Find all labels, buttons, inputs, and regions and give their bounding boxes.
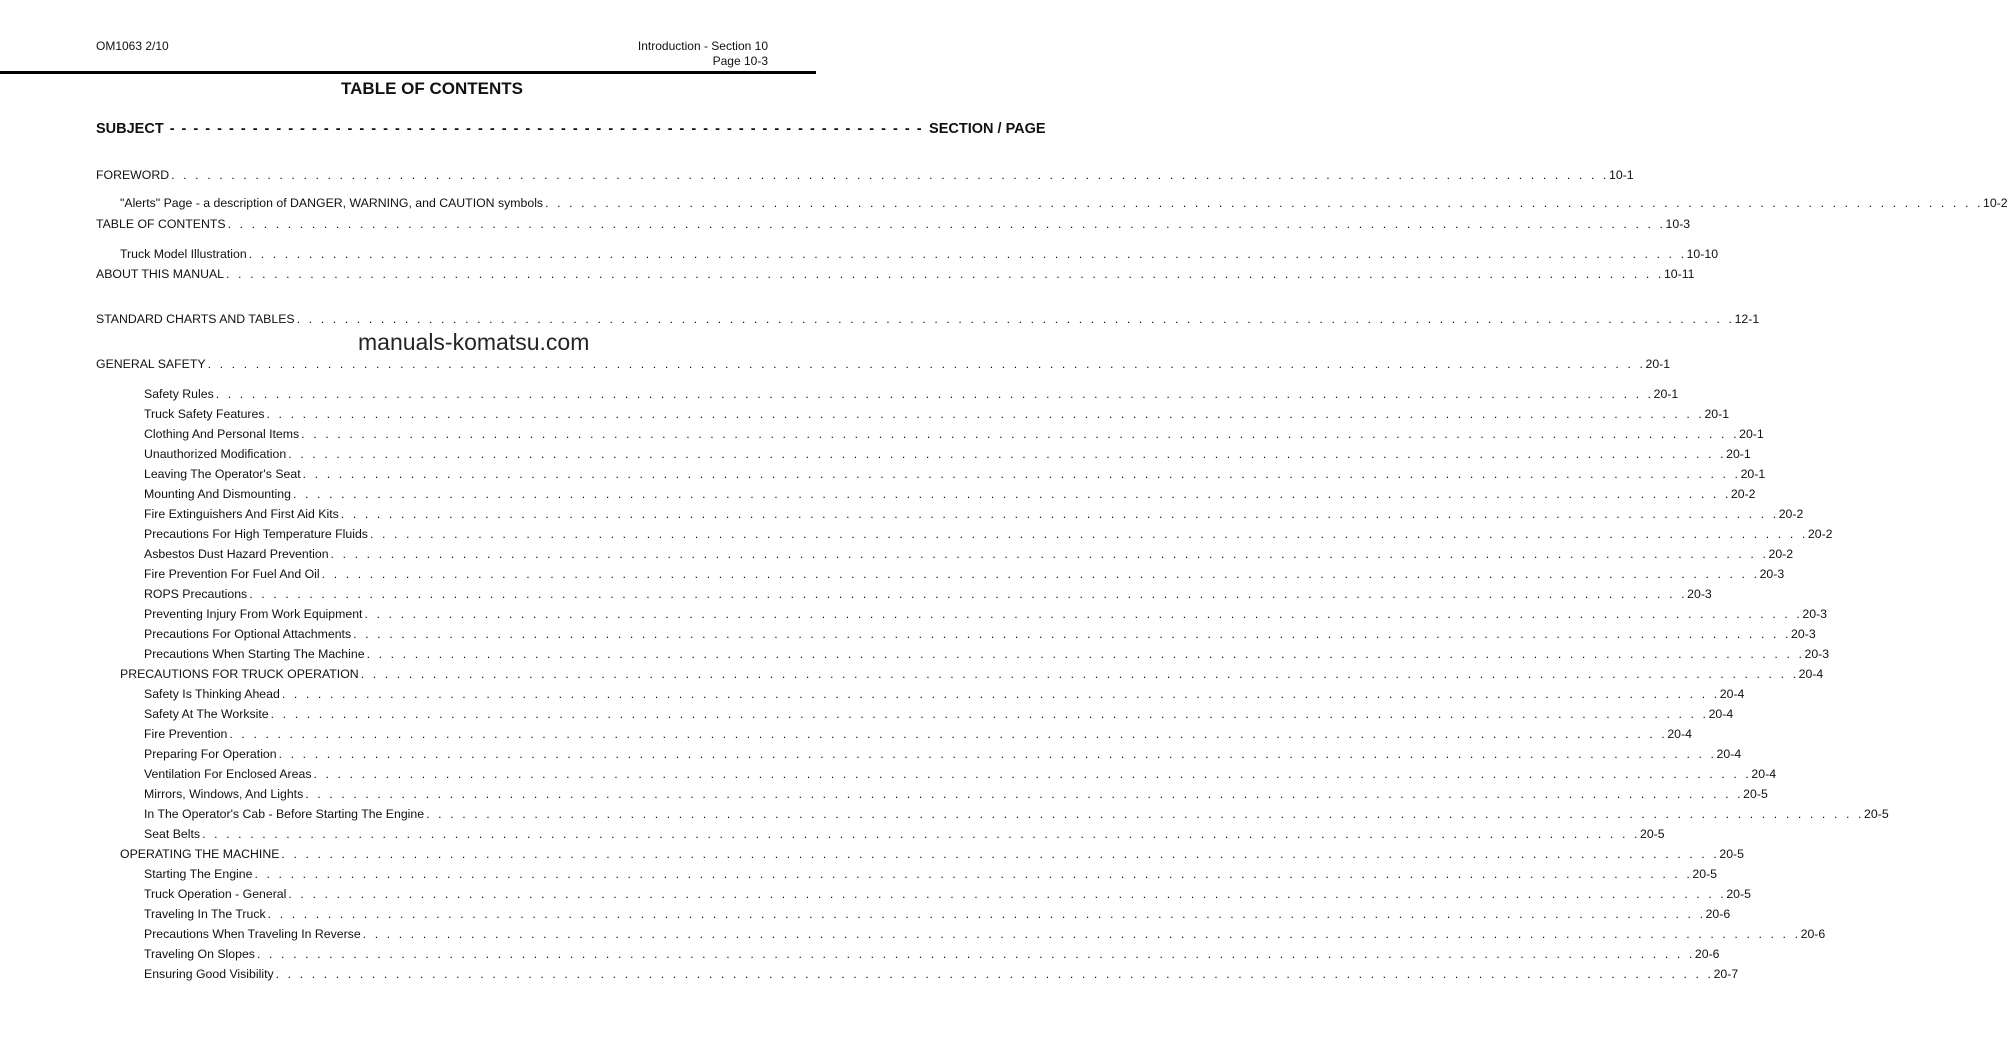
dot-leader: . . . . . . . . . . . . . . . . . . . . . . . . . . . . . . . . . . . . . . . . . . . . . . . . . . . . . . . . . . . . . . . . . . . . . . . . . . . . . . . . . . . . . . . . . . . . . . . . . . . . . . . . . . . . . . . . . . . . . . . . [266, 407, 1705, 421]
toc-entry-page: 20-6 [1800, 927, 1826, 941]
toc-entry[interactable] [120, 847, 1744, 862]
toc-entry[interactable] [144, 827, 1665, 842]
dot-leader: . . . . . . . . . . . . . . . . . . . . . . . . . . . . . . . . . . . . . . . . . . . . . . . . . . . . . . . . . . . . . . . . . . . . . . . . . . . . . . . . . . . . . . . . . . . . . . . . . . . . . . . . . . . . . . . . . . . . . . . . [248, 247, 1687, 261]
toc-entry-label: Traveling In The Truck [144, 907, 266, 921]
toc-entry[interactable] [144, 687, 1745, 702]
page-title: TABLE OF CONTENTS [341, 79, 523, 98]
toc-entry-label: GENERAL SAFETY [96, 357, 206, 371]
toc-entry-page: 20-2 [1730, 487, 1756, 501]
toc-entry[interactable] [144, 907, 1731, 922]
toc-entry-label: Leaving The Operator's Seat [144, 467, 301, 481]
toc-entry[interactable] [144, 527, 1833, 542]
dot-leader: . . . . . . . . . . . . . . . . . . . . . . . . . . . . . . . . . . . . . . . . . . . . . . . . . . . . . . . . . . . . . . . . . . . . . . . . . . . . . . . . . . . . . . . . . . . . . . . . . . . . . . . . . . . . . . . . . . . . . . . . [330, 547, 1769, 561]
toc-entry[interactable] [120, 196, 2008, 211]
toc-entry[interactable] [144, 427, 1764, 442]
dot-leader: . . . . . . . . . . . . . . . . . . . . . . . . . . . . . . . . . . . . . . . . . . . . . . . . . . . . . . . . . . . . . . . . . . . . . . . . . . . . . . . . . . . . . . . . . . . . . . . . . . . . . . . . . . . . . . . . . . . . . . . . [321, 567, 1760, 581]
toc-entry-page: 20-3 [1687, 587, 1712, 601]
toc-entry[interactable] [144, 447, 1751, 462]
toc-entry-page: 20-5 [1726, 887, 1751, 901]
dot-leader: . . . . . . . . . . . . . . . . . . . . . . . . . . . . . . . . . . . . . . . . . . . . . . . . . . . . . . . . . . . . . . . . . . . . . . . . . . . . . . . . . . . . . . . . . . . . . . . . . . . . . . . . . . . . . . . . . . . . . . . . [353, 627, 1792, 641]
toc-entry-label: Preparing For Operation [144, 747, 277, 761]
dot-leader: . . . . . . . . . . . . . . . . . . . . . . . . . . . . . . . . . . . . . . . . . . . . . . . . . . . . . . . . . . . . . . . . . . . . . . . . . . . . . . . . . . . . . . . . . . . . . . . . . . . . . . . . . . . . . . . . . . . . . . . . [360, 667, 1799, 681]
dot-leader: . . . . . . . . . . . . . . . . . . . . . . . . . . . . . . . . . . . . . . . . . . . . . . . . . . . . . . . . . . . . . . . . . . . . . . . . . . . . . . . . . . . . . . . . . . . . . . . . . . . . . . . . . . . . . . . . . . . . . . . . [296, 312, 1735, 326]
toc-entry-page: 10-11 [1663, 267, 1695, 281]
dot-leader: . . . . . . . . . . . . . . . . . . . . . . . . . . . . . . . . . . . . . . . . . . . . . . . . . . . . . . . . . . . . . . . . . . . . . . . . . . . . . . . . . . . . . . . . . . . . . . . . . . . . . . . . . . . . . . . . . . . . . . . . [292, 487, 1731, 501]
toc-entry[interactable] [120, 667, 1824, 682]
toc-entry[interactable] [96, 267, 1695, 282]
toc-entry[interactable] [144, 767, 1777, 782]
toc-entry-page: 10-1 [1609, 168, 1634, 182]
toc-entry-page: 20-4 [1751, 767, 1777, 781]
toc-entry[interactable] [144, 387, 1679, 402]
toc-entry[interactable] [144, 927, 1826, 942]
toc-entry-label: PRECAUTIONS FOR TRUCK OPERATION [120, 667, 359, 681]
toc-entry-page: 20-5 [1743, 787, 1768, 801]
toc-entry-label: Seat Belts [144, 827, 201, 841]
dot-leader: . . . . . . . . . . . . . . . . . . . . . . . . . . . . . . . . . . . . . . . . . . . . . . . . . . . . . . . . . . . . . . . . . . . . . . . . . . . . . . . . . . . . . . . . . . . . . . . . . . . . . . . . . . . . . . . . . . . . . . . . [426, 807, 1865, 821]
toc-entry-page: 20-1 [1653, 387, 1679, 401]
toc-entry-label: Mirrors, Windows, And Lights [144, 787, 304, 801]
toc-entry[interactable] [96, 168, 1634, 183]
toc-entry-label: Safety Rules [144, 387, 214, 401]
header-rule [0, 71, 816, 74]
toc-entry-label: STANDARD CHARTS AND TABLES [96, 312, 295, 326]
toc-entry-page: 20-1 [1726, 447, 1751, 461]
toc-entry-label: Precautions For High Temperature Fluids [144, 527, 368, 541]
section-page-heading: SECTION / PAGE [929, 121, 1046, 137]
toc-entry-page: 20-3 [1802, 607, 1828, 621]
dot-leader: . . . . . . . . . . . . . . . . . . . . . . . . . . . . . . . . . . . . . . . . . . . . . . . . . . . . . . . . . . . . . . . . . . . . . . . . . . . . . . . . . . . . . . . . . . . . . . . . . . . . . . . . . . . . . . . . . . . . . . . . [226, 267, 1664, 281]
toc-entry[interactable] [96, 357, 1671, 372]
toc-entry-page: 20-4 [1719, 687, 1745, 701]
dot-leader: . . . . . . . . . . . . . . . . . . . . . . . . . . . . . . . . . . . . . . . . . . . . . . . . . . . . . . . . . . . . . . . . . . . . . . . . . . . . . . . . . . . . . . . . . . . . . . . . . . . . . . . . . . . . . . . . . . . . . . . . [545, 196, 1984, 210]
dot-leader: . . . . . . . . . . . . . . . . . . . . . . . . . . . . . . . . . . . . . . . . . . . . . . . . . . . . . . . . . . . . . . . . . . . . . . . . . . . . . . . . . . . . . . . . . . . . . . . . . . . . . . . . . . . . . . . . . . . . . . . . [267, 907, 1706, 921]
dot-leader: . . . . . . . . . . . . . . . . . . . . . . . . . . . . . . . . . . . . . . . . . . . . . . . . . . . . . . . . . . . . . . . . . . . . . . . . . . . . . . . . . . . . . . . . . . . . . . . . . . . . . . . . . . . . . . . . . . . . . . . . [207, 357, 1646, 371]
toc-entry-page: 20-1 [1645, 357, 1671, 371]
toc-entry-page: 10-2 [1983, 196, 2008, 210]
column-header [96, 121, 1046, 137]
toc-entry-page: 20-4 [1708, 707, 1734, 721]
toc-entry[interactable] [144, 647, 1830, 662]
dot-leader: . . . . . . . . . . . . . . . . . . . . . . . . . . . . . . . . . . . . . . . . . . . . . . . . . . . . . . . . . . . . . . . . . . . . . . . . . . . . . . . . . . . . . . . . . . . . . . . . . . . . . . . . . . . . . . . . . . . . . . . . [227, 217, 1666, 231]
toc-entry[interactable] [144, 747, 1742, 762]
toc-entry-label: Asbestos Dust Hazard Prevention [144, 547, 329, 561]
toc-entry-page: 10-3 [1665, 217, 1691, 231]
document-id: OM1063 2/10 [96, 39, 169, 53]
toc-entry-label: Mounting And Dismounting [144, 487, 291, 501]
toc-entry-page: 20-5 [1719, 847, 1744, 861]
toc-entry[interactable] [144, 967, 1739, 982]
toc-entry-page: 12-1 [1734, 312, 1760, 326]
toc-entry[interactable] [144, 947, 1720, 962]
toc-entry-page: 20-5 [1640, 827, 1665, 841]
dot-leader: . . . . . . . . . . . . . . . . . . . . . . . . . . . . . . . . . . . . . . . . . . . . . . . . . . . . . . . . . . . . . . . . . . . . . . . . . . . . . . . . . . . . . . . . . . . . . . . . . . . . . . . . . . . . . . . . . . . . . . . . [340, 507, 1779, 521]
dot-leader: . . . . . . . . . . . . . . . . . . . . . . . . . . . . . . . . . . . . . . . . . . . . . . . . . . . . . . . . . . . . . . . . . . . . . . . . . . . . . . . . . . . . . . . . . . . . . . . . . . . . . . . . . . . . . . . . . . . . . . . . [270, 707, 1709, 721]
toc-entry-label: "Alerts" Page - a description of DANGER, WARNING, and CAUTION symbols [120, 196, 544, 210]
toc-entry[interactable] [144, 607, 1828, 622]
toc-entry-label: Precautions When Traveling In Reverse [144, 927, 361, 941]
dot-leader: . . . . . . . . . . . . . . . . . . . . . . . . . . . . . . . . . . . . . . . . . . . . . . . . . . . . . . . . . . . . . . . . . . . . . . . . . . . . . . . . . . . . . . . . . . . . . . . . . . . . . . . . . . . . . . . . . . . . . . . . [313, 767, 1752, 781]
toc-entry-label: Safety At The Worksite [144, 707, 269, 721]
toc-entry[interactable] [144, 487, 1756, 502]
toc-entry-page: 20-4 [1798, 667, 1824, 681]
toc-entry-label: Preventing Injury From Work Equipment [144, 607, 363, 621]
toc-entry[interactable] [144, 787, 1768, 802]
toc-entry-label: Unauthorized Modification [144, 447, 287, 461]
toc-entry-label: Starting The Engine [144, 867, 253, 881]
toc-entry-label: In The Operator's Cab - Before Starting The Engine [144, 807, 425, 821]
toc-entry-label: Ensuring Good Visibility [144, 967, 274, 981]
subject-heading: SUBJECT [96, 121, 164, 137]
toc-entry-page: 20-4 [1667, 727, 1692, 741]
dot-leader: . . . . . . . . . . . . . . . . . . . . . . . . . . . . . . . . . . . . . . . . . . . . . . . . . . . . . . . . . . . . . . . . . . . . . . . . . . . . . . . . . . . . . . . . . . . . . . . . . . . . . . . . . . . . . . . . . . . . . . . . [202, 827, 1640, 841]
dot-leader: . . . . . . . . . . . . . . . . . . . . . . . . . . . . . . . . . . . . . . . . . . . . . . . . . . . . . . . . . . . . . . . . . . . . . . . . . . . . . . . . . . . . . . . . . . . . . . . . . . . . . . . . . . . . . . . . . . . . . . . . [305, 787, 1744, 801]
toc-entry-label: Truck Operation - General [144, 887, 287, 901]
dot-leader: . . . . . . . . . . . . . . . . . . . . . . . . . . . . . . . . . . . . . . . . . . . . . . . . . . . . . . . . . . . . . . . . . . . . . . . . . . . . . . . . . . . . . . . . . . . . . . . . . . . . . . . . . . . . . . . . . . . . . . . . [288, 887, 1727, 901]
toc-entry-label: Traveling On Slopes [144, 947, 255, 961]
toc-entry[interactable] [96, 217, 1691, 232]
toc-entry-label: Safety Is Thinking Ahead [144, 687, 280, 701]
toc-entry[interactable] [144, 807, 1889, 822]
toc-entry-label: Fire Prevention For Fuel And Oil [144, 567, 320, 581]
toc-entry-label: Ventilation For Enclosed Areas [144, 767, 312, 781]
toc-entry-label: Clothing And Personal Items [144, 427, 300, 441]
dot-leader: . . . . . . . . . . . . . . . . . . . . . . . . . . . . . . . . . . . . . . . . . . . . . . . . . . . . . . . . . . . . . . . . . . . . . . . . . . . . . . . . . . . . . . . . . . . . . . . . . . . . . . . . . . . . . . . . . . . . . . . . [288, 447, 1727, 461]
dot-leader: . . . . . . . . . . . . . . . . . . . . . . . . . . . . . . . . . . . . . . . . . . . . . . . . . . . . . . . . . . . . . . . . . . . . . . . . . . . . . . . . . . . . . . . . . . . . . . . . . . . . . . . . . . . . . . . . . . . . . . . . [278, 747, 1717, 761]
toc-entry[interactable] [120, 247, 1719, 262]
toc-entry-page: 20-4 [1716, 747, 1742, 761]
toc-entry[interactable] [144, 407, 1730, 422]
toc-entry-page: 10-10 [1686, 247, 1719, 261]
toc-entry-page: 20-2 [1807, 527, 1833, 541]
toc-entry-label: TABLE OF CONTENTS [96, 217, 226, 231]
toc-entry-page: 20-2 [1778, 507, 1804, 521]
toc-entry-page: 20-3 [1759, 567, 1785, 581]
dash-leader: - - - - - - - - - - - - - - - - - - - - - - - - - - - - - - - - - - - - - - - - - - - - - - - - - - - - - - - - - - - - - - - - [169, 121, 924, 137]
toc-entry-label: Precautions When Starting The Machine [144, 647, 365, 661]
dot-leader: . . . . . . . . . . . . . . . . . . . . . . . . . . . . . . . . . . . . . . . . . . . . . . . . . . . . . . . . . . . . . . . . . . . . . . . . . . . . . . . . . . . . . . . . . . . . . . . . . . . . . . . . . . . . . . . . . . . . . . . . [256, 947, 1695, 961]
toc-entry-page: 20-5 [1864, 807, 1889, 821]
dot-leader: . . . . . . . . . . . . . . . . . . . . . . . . . . . . . . . . . . . . . . . . . . . . . . . . . . . . . . . . . . . . . . . . . . . . . . . . . . . . . . . . . . . . . . . . . . . . . . . . . . . . . . . . . . . . . . . . . . . . . . . . [369, 527, 1808, 541]
dot-leader: . . . . . . . . . . . . . . . . . . . . . . . . . . . . . . . . . . . . . . . . . . . . . . . . . . . . . . . . . . . . . . . . . . . . . . . . . . . . . . . . . . . . . . . . . . . . . . . . . . . . . . . . . . . . . . . . . . . . . . . . [281, 847, 1720, 861]
toc-entry-label: Truck Model Illustration [120, 247, 247, 261]
toc-entry[interactable] [144, 587, 1712, 602]
toc-entry-page: 20-1 [1704, 407, 1730, 421]
dot-leader: . . . . . . . . . . . . . . . . . . . . . . . . . . . . . . . . . . . . . . . . . . . . . . . . . . . . . . . . . . . . . . . . . . . . . . . . . . . . . . . . . . . . . . . . . . . . . . . . . . . . . . . . . . . . . . . . . . . . . . . . [281, 687, 1720, 701]
toc-entry[interactable] [144, 547, 1794, 562]
toc-entry-page: 20-1 [1740, 467, 1766, 481]
toc-entry-label: Fire Extinguishers And First Aid Kits [144, 507, 339, 521]
toc-entry-page: 20-7 [1713, 967, 1739, 981]
toc-entry-label: ABOUT THIS MANUAL [96, 267, 225, 281]
dot-leader: . . . . . . . . . . . . . . . . . . . . . . . . . . . . . . . . . . . . . . . . . . . . . . . . . . . . . . . . . . . . . . . . . . . . . . . . . . . . . . . . . . . . . . . . . . . . . . . . . . . . . . . . . . . . . . . . . . . . . . . . [366, 647, 1805, 661]
toc-entry[interactable] [144, 567, 1785, 582]
toc-entry-page: 20-6 [1705, 907, 1731, 921]
dot-leader: . . . . . . . . . . . . . . . . . . . . . . . . . . . . . . . . . . . . . . . . . . . . . . . . . . . . . . . . . . . . . . . . . . . . . . . . . . . . . . . . . . . . . . . . . . . . . . . . . . . . . . . . . . . . . . . . . . . . . . . . [229, 727, 1668, 741]
toc-entry[interactable] [144, 467, 1766, 482]
toc-entry[interactable] [144, 867, 1718, 882]
dot-leader: . . . . . . . . . . . . . . . . . . . . . . . . . . . . . . . . . . . . . . . . . . . . . . . . . . . . . . . . . . . . . . . . . . . . . . . . . . . . . . . . . . . . . . . . . . . . . . . . . . . . . . . . . . . . . . . . . . . . . . . . [302, 467, 1741, 481]
toc-entry-label: Fire Prevention [144, 727, 228, 741]
dot-leader: . . . . . . . . . . . . . . . . . . . . . . . . . . . . . . . . . . . . . . . . . . . . . . . . . . . . . . . . . . . . . . . . . . . . . . . . . . . . . . . . . . . . . . . . . . . . . . . . . . . . . . . . . . . . . . . . . . . . . . . . [275, 967, 1714, 981]
toc-entry[interactable] [144, 707, 1734, 722]
dot-leader: . . . . . . . . . . . . . . . . . . . . . . . . . . . . . . . . . . . . . . . . . . . . . . . . . . . . . . . . . . . . . . . . . . . . . . . . . . . . . . . . . . . . . . . . . . . . . . . . . . . . . . . . . . . . . . . . . . . . . . . . [364, 607, 1803, 621]
toc-entry-label: Truck Safety Features [144, 407, 265, 421]
toc-entry-label: OPERATING THE MACHINE [120, 847, 280, 861]
toc-entry-label: ROPS Precautions [144, 587, 248, 601]
toc-entry-label: Precautions For Optional Attachments [144, 627, 352, 641]
dot-leader: . . . . . . . . . . . . . . . . . . . . . . . . . . . . . . . . . . . . . . . . . . . . . . . . . . . . . . . . . . . . . . . . . . . . . . . . . . . . . . . . . . . . . . . . . . . . . . . . . . . . . . . . . . . . . . . . . . . . . . . . [249, 587, 1688, 601]
dot-leader: . . . . . . . . . . . . . . . . . . . . . . . . . . . . . . . . . . . . . . . . . . . . . . . . . . . . . . . . . . . . . . . . . . . . . . . . . . . . . . . . . . . . . . . . . . . . . . . . . . . . . . . . . . . . . . . . . . . . . . . . [362, 927, 1801, 941]
toc-entry-page: 20-5 [1692, 867, 1718, 881]
toc-entry[interactable] [144, 507, 1804, 522]
toc-entry[interactable] [96, 312, 1760, 327]
toc-entry-page: 20-1 [1739, 427, 1764, 441]
watermark: manuals-komatsu.com [358, 329, 590, 355]
toc-entry-page: 20-6 [1694, 947, 1720, 961]
dot-leader: . . . . . . . . . . . . . . . . . . . . . . . . . . . . . . . . . . . . . . . . . . . . . . . . . . . . . . . . . . . . . . . . . . . . . . . . . . . . . . . . . . . . . . . . . . . . . . . . . . . . . . . . . . . . . . . . . . . . . . . . [171, 168, 1610, 182]
toc-entry[interactable] [144, 887, 1751, 902]
page-number: Page 10-3 [712, 54, 768, 68]
toc-entry[interactable] [144, 727, 1692, 742]
toc-entry-page: 20-3 [1804, 647, 1830, 661]
toc-entry-page: 20-2 [1768, 547, 1794, 561]
dot-leader: . . . . . . . . . . . . . . . . . . . . . . . . . . . . . . . . . . . . . . . . . . . . . . . . . . . . . . . . . . . . . . . . . . . . . . . . . . . . . . . . . . . . . . . . . . . . . . . . . . . . . . . . . . . . . . . . . . . . . . . . [254, 867, 1693, 881]
dot-leader: . . . . . . . . . . . . . . . . . . . . . . . . . . . . . . . . . . . . . . . . . . . . . . . . . . . . . . . . . . . . . . . . . . . . . . . . . . . . . . . . . . . . . . . . . . . . . . . . . . . . . . . . . . . . . . . . . . . . . . . . [301, 427, 1740, 441]
section-label: Introduction - Section 10 [637, 39, 768, 53]
toc-entry-label: FOREWORD [96, 168, 170, 182]
dot-leader: . . . . . . . . . . . . . . . . . . . . . . . . . . . . . . . . . . . . . . . . . . . . . . . . . . . . . . . . . . . . . . . . . . . . . . . . . . . . . . . . . . . . . . . . . . . . . . . . . . . . . . . . . . . . . . . . . . . . . . . . [215, 387, 1654, 401]
toc-entry-page: 20-3 [1791, 627, 1816, 641]
toc-entry[interactable] [144, 627, 1816, 642]
